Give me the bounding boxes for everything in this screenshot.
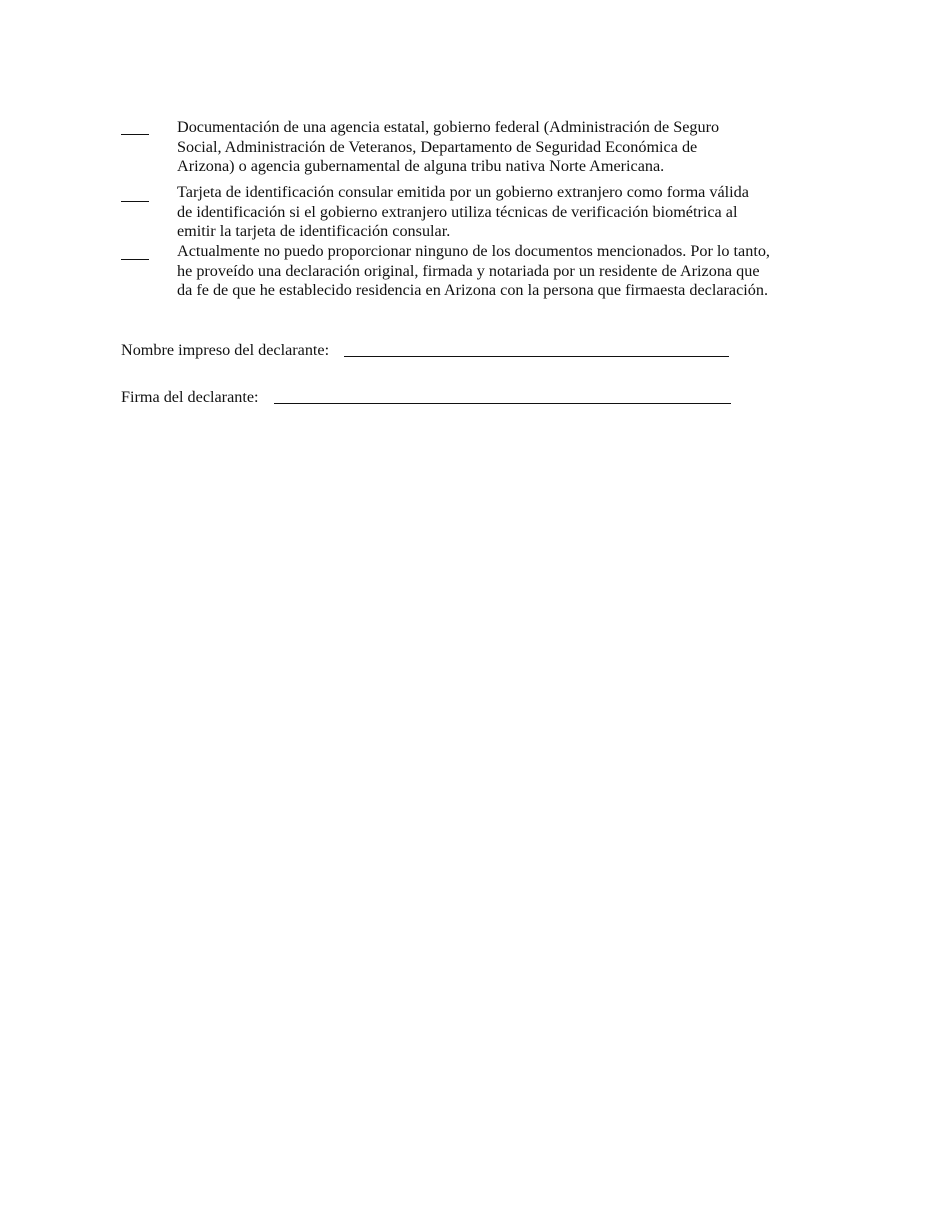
signature-field[interactable] [274, 403, 731, 404]
option-text [177, 242, 817, 301]
signature-label: Firma del declarante: [121, 388, 259, 406]
option-text [177, 118, 817, 177]
option-text-line: Arizona) o agencia gubernamental de alguna tribu nativa Norte Americana. [177, 157, 665, 176]
option-text-line: he proveído una declaración original, firmada y notariada por un residente de Arizona que [177, 261, 760, 280]
option-checkbox-blank[interactable] [121, 134, 149, 135]
printed-name-label: Nombre impreso del declarante: [121, 341, 330, 359]
printed-name-field[interactable] [344, 356, 729, 357]
option-text-line: Tarjeta de identificación consular emitida por un gobierno extranjero como forma válida [177, 183, 749, 201]
option-text-line: Documentación de una agencia estatal, gobierno federal (Administración de Seguro [177, 118, 720, 136]
option-text-line: Social, Administración de Veteranos, Departamento de Seguridad Económica de [177, 137, 698, 156]
option-checkbox-blank[interactable] [121, 201, 149, 202]
option-text-line: Actualmente no puedo proporcionar ninguno de los documentos mencionados. Por lo tanto, [177, 242, 770, 260]
option-text-line: emitir la tarjeta de identificación consular. [177, 222, 451, 241]
option-text [177, 183, 817, 242]
option-consular-id-card [121, 183, 821, 243]
option-text-line: da fe de que he establecido residencia en Arizona con la persona que firmaesta declaración. [177, 281, 769, 300]
option-text-line: de identificación si el gobierno extranjero utiliza técnicas de verificación biométrica al [177, 202, 738, 221]
option-notarized-declaration [121, 242, 821, 302]
option-checkbox-blank[interactable] [121, 259, 149, 260]
option-state-federal-documentation [121, 118, 821, 178]
